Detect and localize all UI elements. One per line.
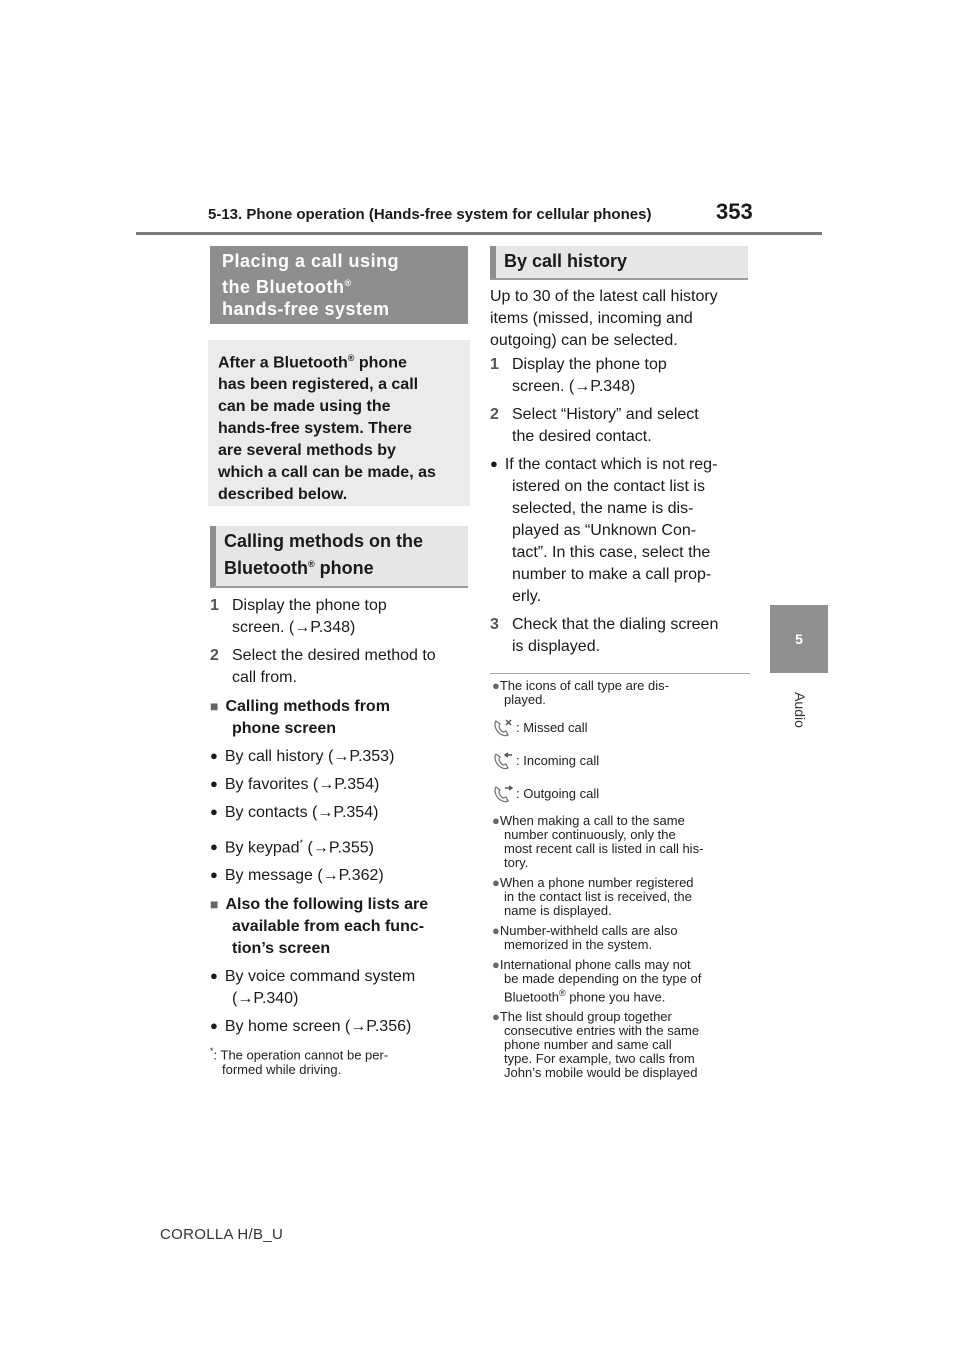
note-cont: name is displayed. <box>504 903 612 918</box>
step-3-cont: is displayed. <box>512 638 601 655</box>
sub-heading-line1: Calling methods on the <box>224 531 424 551</box>
paragraph-line: items (missed, incoming and <box>490 310 693 327</box>
sub-heading-accent <box>210 526 216 586</box>
group-heading-2-cont: available from each func- <box>232 918 425 936</box>
intro-line2: has been registered, a call <box>218 376 419 394</box>
step-1-cont: screen. (→P.348) <box>512 378 636 395</box>
note-cont: most recent call is listed in call his- <box>504 841 704 856</box>
paragraph-line: outgoing) can be selected. <box>490 332 678 349</box>
step-2: 2 Select “History” and select <box>490 406 699 423</box>
note: ●The icons of call type are dis- <box>492 678 669 693</box>
right-heading-accent <box>490 246 496 278</box>
page-number: 353 <box>716 199 753 224</box>
section-heading-line3: hands-free system <box>222 299 390 319</box>
section-heading-line1: Placing a call using <box>222 251 400 271</box>
paragraph-line: Up to 30 of the latest call history <box>490 288 718 305</box>
intro-line1: After a Bluetooth® phone <box>218 353 407 372</box>
incoming-call-icon <box>492 751 514 771</box>
group-heading-2: ■ Also the following lists are <box>210 893 472 916</box>
note: ●International phone calls may not <box>492 957 691 972</box>
chapter-tab-label: Audio <box>792 692 808 728</box>
footer-model: COROLLA H/B_U <box>160 1226 284 1243</box>
bullet-cont: erly. <box>512 588 542 605</box>
list-item: ● By voice command system <box>210 966 472 988</box>
outgoing-call-icon <box>492 784 514 804</box>
intro-line5: are several methods by <box>218 442 396 460</box>
header-rule <box>136 232 822 235</box>
note-cont: tory. <box>504 855 529 870</box>
intro-line6: which a call can be made, as <box>218 464 436 482</box>
note-cont: type. For example, two calls from <box>504 1051 695 1067</box>
footnote: *: The operation cannot be per- <box>210 1046 389 1063</box>
step-2: 2 Select the desired method to <box>210 647 436 664</box>
list-item: ● By call history (→P.353) <box>210 746 472 768</box>
note-cont: memorized in the system. <box>504 937 653 952</box>
list-item: ● By message (→P.362) <box>210 865 472 887</box>
missed-call-row: : Missed call <box>492 717 754 739</box>
section-heading-line2: the Bluetooth® <box>222 277 352 297</box>
list-item: ● By contacts (→P.354) <box>210 802 472 824</box>
bullet-item: ● If the contact which is not reg- <box>490 454 756 476</box>
group-heading-1: ■ Calling methods from <box>210 695 472 718</box>
note-cont: Bluetooth® phone you have. <box>504 988 666 1005</box>
notes <box>492 679 754 1080</box>
right-body <box>490 286 756 658</box>
left-steps <box>210 595 472 1077</box>
note: ●When making a call to the same <box>492 813 685 828</box>
step-1: 1 Display the phone top <box>210 597 387 614</box>
note: ●When a phone number registered <box>492 875 694 890</box>
list-item-cont: (→P.340) <box>232 990 299 1008</box>
outgoing-call-row: : Outgoing call <box>492 783 754 805</box>
bullet-cont: tact”. In this case, select the <box>512 544 711 561</box>
step-1-cont: screen. (→P.348) <box>232 619 356 636</box>
group-heading-2-cont: tion’s screen <box>232 940 331 958</box>
sub-heading-line2: Bluetooth® phone <box>224 558 374 578</box>
intro-line7: described below. <box>218 486 348 504</box>
note: ●The list should group together <box>492 1009 672 1025</box>
note: ●Number-withheld calls are also <box>492 923 678 938</box>
step-1: 1 Display the phone top <box>490 356 667 373</box>
note-cont: in the contact list is received, the <box>504 889 692 904</box>
step-2-cont: the desired contact. <box>512 428 652 445</box>
right-heading-box <box>490 246 748 280</box>
step-2-cont: call from. <box>232 669 297 686</box>
bullet-cont: istered on the contact list is <box>512 478 705 495</box>
note-cont: consecutive entries with the same <box>504 1023 700 1039</box>
bullet-cont: number to make a call prop- <box>512 566 712 583</box>
footnote-cont: formed while driving. <box>222 1061 342 1077</box>
note-cont: phone number and same call <box>504 1037 672 1053</box>
step-3: 3 Check that the dialing screen <box>490 616 719 633</box>
sub-heading-box <box>210 526 468 588</box>
chapter-tab <box>770 605 828 673</box>
list-item: ● By favorites (→P.354) <box>210 774 472 796</box>
bullet-cont: selected, the name is dis- <box>512 500 694 517</box>
bullet-cont: played as “Unknown Con- <box>512 522 697 539</box>
note-cont: number continuously, only the <box>504 827 676 842</box>
intro-box <box>208 340 470 506</box>
intro-line3: can be made using the <box>218 398 391 416</box>
notes-rule <box>490 673 750 674</box>
right-heading: By call history <box>504 251 628 271</box>
section-heading-box <box>210 246 468 324</box>
missed-call-icon <box>492 718 514 738</box>
list-item: ● By keypad* (→P.355) <box>210 832 472 859</box>
group-heading-1-cont: phone screen <box>232 720 337 737</box>
note-cont: played. <box>504 692 546 707</box>
chapter-tab-number: 5 <box>795 631 803 647</box>
incoming-call-row: : Incoming call <box>492 750 754 772</box>
section-title: 5-13. Phone operation (Hands-free system for cellular phones) <box>208 206 652 223</box>
list-item: ● By home screen (→P.356) <box>210 1016 472 1038</box>
intro-line4: hands-free system. There <box>218 420 412 438</box>
note-cont: be made depending on the type of <box>504 971 702 986</box>
note-cont: John’s mobile would be displayed <box>504 1065 698 1081</box>
